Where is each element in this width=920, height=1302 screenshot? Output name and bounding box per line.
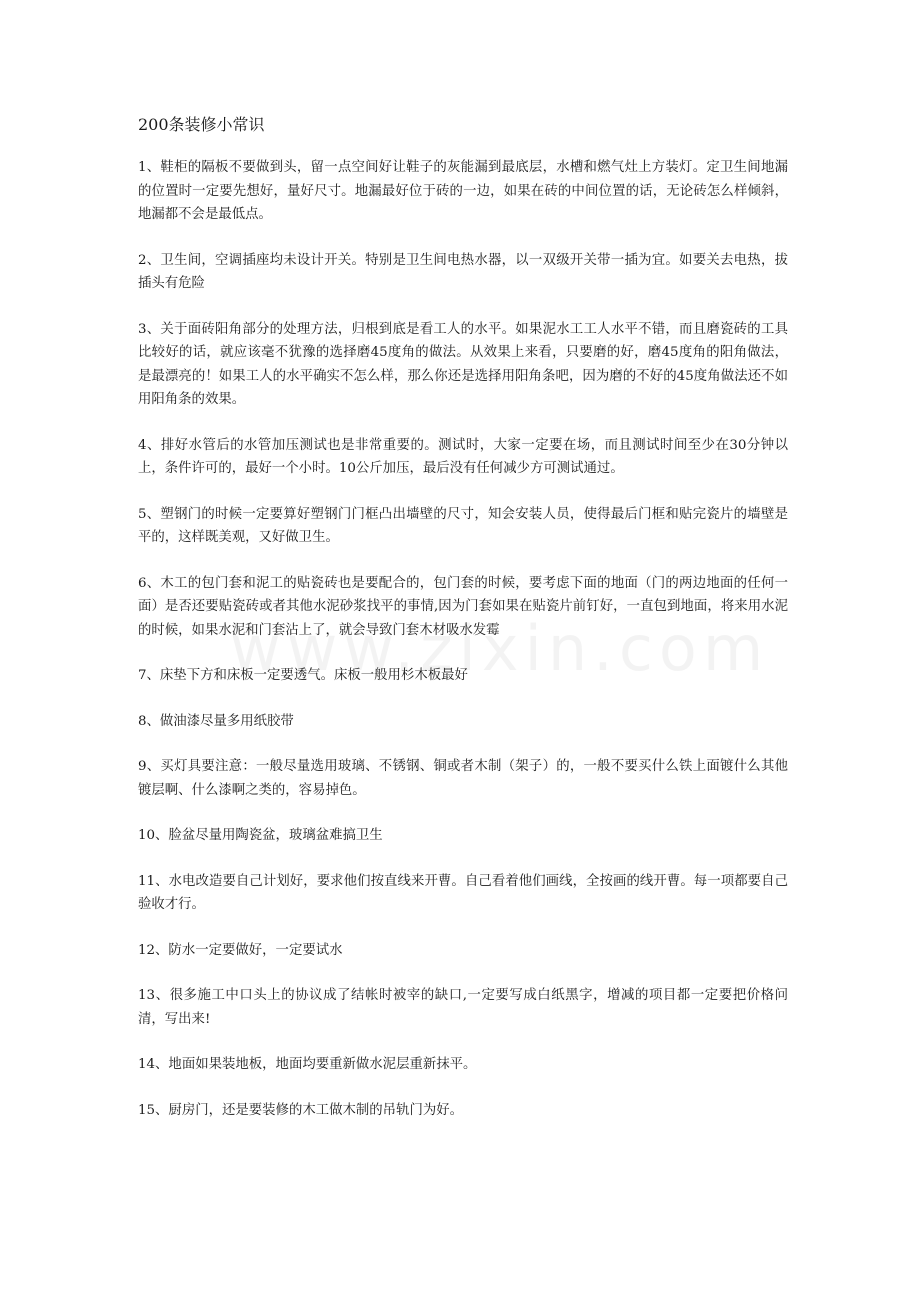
list-item: 8、做油漆尽量多用纸胶带 — [138, 713, 294, 729]
list-item: 7、床垫下方和床板一定要透气。床板一般用杉木板最好 — [138, 668, 468, 683]
list-item: 11、水电改造要自己计划好，要求他们按直线来开曹。自己看着他们画线，全按画的线开曹。每一项都要自己验收才行。 — [138, 873, 788, 912]
list-item: 1、鞋柜的隔板不要做到头，留一点空间好让鞋子的灰能漏到最底层，水槽和燃气灶上方装灯。定卫生间地漏的位置时一定要先想好，量好尺寸。地漏最好位于砖的一边，如果在砖的中间位置的话，无论砖怎么样倾斜，地漏都不会是最低点。 — [138, 160, 788, 222]
list-item: 10、脸盆尽量用陶瓷盆，玻璃盆难搞卫生 — [138, 828, 383, 843]
document-title: 200条装修小常识 — [138, 115, 265, 134]
list-item: 6、木工的包门套和泥工的贴瓷砖也是要配合的，包门套的时候，要考虑下面的地面（门的两边地面的任何一面）是否还要贴瓷砖或者其他水泥砂浆找平的事情,因为门套如果在贴瓷片前钉好，一直包到地面，将来用水泥的时候，如果水泥和门套沾上了，就会导致门套木材吸水发霉 — [138, 575, 788, 638]
list-item: 2、卫生间，空调插座均未设计开关。特别是卫生间电热水器，以一双级开关带一插为宜。如要关去电热，拔插头有危险 — [138, 252, 788, 291]
item-list — [138, 156, 788, 1122]
document-page — [138, 112, 788, 1144]
list-item: 12、防水一定要做好，一定要试水 — [138, 942, 343, 958]
list-item: 3、关于面砖阳角部分的处理方法，归根到底是看工人的水平。如果泥水工工人水平不错，而且磨瓷砖的工具比较好的话，就应该毫不犹豫的选择磨45度角的做法。从效果上来看，只要磨的好，磨45度角的阳角做法，是最漂亮的！如果工人的水平确实不怎么样，那么你还是选择用阳角条吧，因为磨的不好的45度角做法还不如用阳角条的效果。 — [138, 321, 788, 407]
list-item: 14、地面如果装地板，地面均要重新做水泥层重新抹平。 — [138, 1057, 477, 1072]
list-item: 15、厨房门，还是要装修的木工做木制的吊轨门为好。 — [138, 1102, 464, 1118]
list-item: 5、塑钢门的时候一定要算好塑钢门门框凸出墙壁的尺寸，知会安装人员，使得最后门框和贴完瓷片的墙壁是平的，这样既美观，又好做卫生。 — [138, 506, 788, 545]
list-item: 4、排好水管后的水管加压测试也是非常重要的。测试时，大家一定要在场，而且测试时间至少在30分钟以上，条件许可的，最好一个小时。10公斤加压，最后没有任何减少方可测试通过。 — [138, 437, 788, 476]
list-item: 9、买灯具要注意：一般尽量选用玻璃、不锈钢、铜或者木制（架子）的，一般不要买什么铁上面镀什么其他镀层啊、什么漆啊之类的，容易掉色。 — [138, 759, 788, 798]
list-item: 13、很多施工中口头上的协议成了结帐时被宰的缺口,一定要写成白纸黑字，增减的项目都一定要把价格问清，写出来! — [138, 988, 788, 1027]
